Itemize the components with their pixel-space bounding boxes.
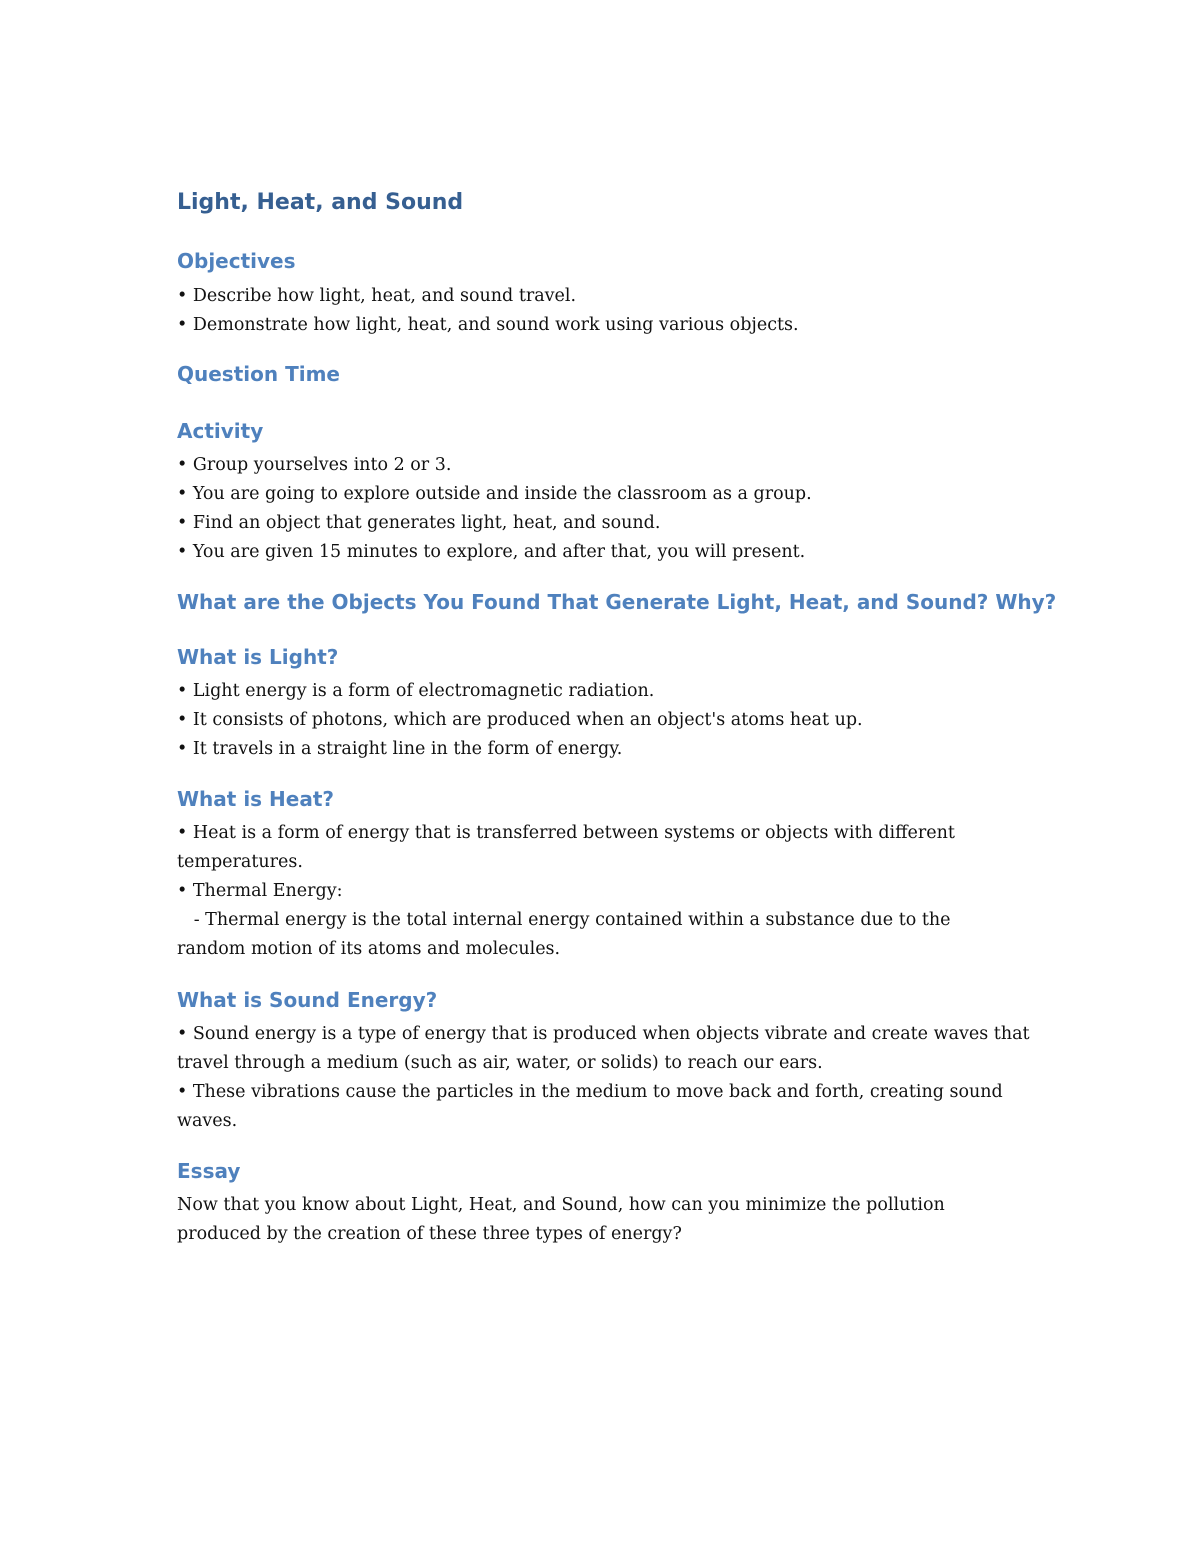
heat-list: [177, 819, 997, 964]
heading-question-time: Question Time: [177, 362, 340, 386]
list-item: • Group yourselves into 2 or 3.: [177, 455, 452, 475]
heading-light: What is Light?: [177, 645, 339, 669]
list-item: • It travels in a straight line in the form of energy.: [177, 739, 623, 759]
heading-objects-found: What are the Objects You Found That Generate Light, Heat, and Sound? Why?: [177, 590, 1057, 614]
sound-list: [177, 1020, 1037, 1136]
document-title: Light, Heat, and Sound: [177, 190, 464, 215]
list-item: • Find an object that generates light, heat, and sound.: [177, 513, 661, 533]
list-item: • Describe how light, heat, and sound travel.: [177, 286, 577, 306]
activity-list: [177, 451, 812, 567]
list-item: • You are given 15 minutes to explore, and after that, you will present.: [177, 542, 806, 562]
list-item: • Thermal Energy:: [177, 881, 343, 901]
light-list: [177, 677, 863, 764]
list-item: • You are going to explore outside and inside the classroom as a group.: [177, 484, 812, 504]
heading-sound: What is Sound Energy?: [177, 988, 438, 1012]
heading-heat: What is Heat?: [177, 787, 335, 811]
list-item: - Thermal energy is the total internal energy contained within a substance due to the random motion of its atoms and molecules.: [177, 910, 957, 959]
heading-objectives: Objectives: [177, 249, 296, 273]
essay-text: [177, 1191, 997, 1249]
list-item: • Sound energy is a type of energy that is produced when objects vibrate and create waves that travel through a medium (such as air, water, or solids) to reach our ears.: [177, 1024, 1030, 1073]
heading-essay: Essay: [177, 1159, 241, 1183]
list-item: • These vibrations cause the particles in the medium to move back and forth, creating sound waves.: [177, 1082, 1003, 1131]
list-item: • Heat is a form of energy that is transferred between systems or objects with different temperatures.: [177, 823, 955, 872]
list-item: • Light energy is a form of electromagnetic radiation.: [177, 681, 655, 701]
heading-activity: Activity: [177, 419, 264, 443]
objectives-list: [177, 282, 799, 340]
list-item: • Demonstrate how light, heat, and sound work using various objects.: [177, 315, 799, 335]
list-item: • It consists of photons, which are produced when an object's atoms heat up.: [177, 710, 863, 730]
essay-paragraph: Now that you know about Light, Heat, and Sound, how can you minimize the pollution produced by the creation of these three types of energy?: [177, 1195, 945, 1244]
